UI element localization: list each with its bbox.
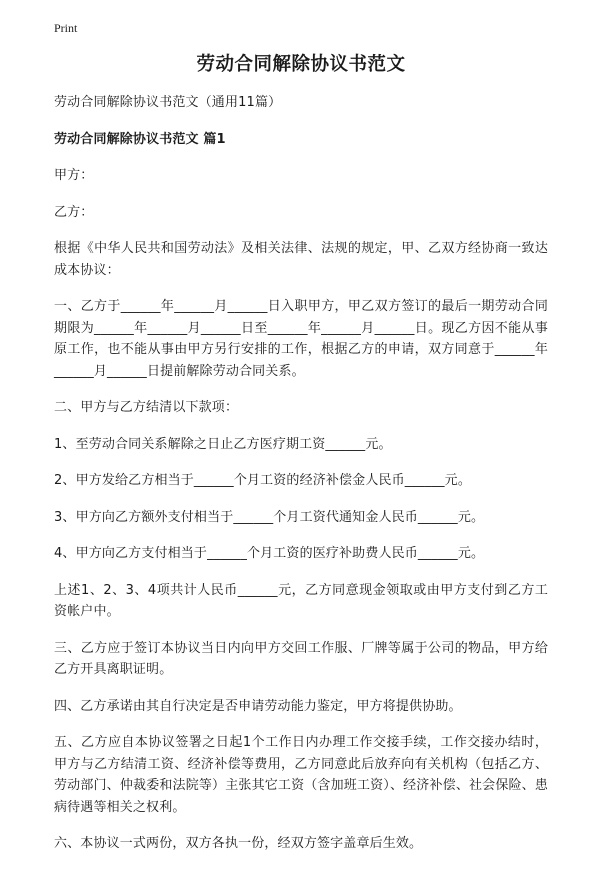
section-title: 劳动合同解除协议书范文 篇1 [54,131,226,147]
document-body [54,52,548,870]
document-subtitle: 劳动合同解除协议书范文（通用11篇） [54,95,282,110]
clause-2-paragraph: 二、甲方与乙方结清以下款项： [54,400,239,415]
party-b-line: 乙方： [54,204,94,220]
preamble-paragraph: 根据《中华人民共和国劳动法》及相关法律、法规的规定，甲、乙双方经协商一致达成本协议： [54,241,548,278]
party-a-line: 甲方： [54,168,94,183]
clause-6-paragraph: 六、本协议一式两份，双方各执一份，经双方签字盖章后生效。 [54,836,423,851]
payment-item-2: 2、甲方发给乙方相当于______个月工资的经济补偿金人民币______元。 [54,473,471,488]
payment-item-1: 1、至劳动合同关系解除之日止乙方医疗期工资______元。 [54,436,392,452]
document-title: 劳动合同解除协议书范文 [196,54,406,75]
clause-3-paragraph: 三、乙方应于签订本协议当日内向甲方交回工作服、厂牌等属于公司的物品，甲方给乙方开具离职证明。 [54,640,548,677]
payment-item-3: 3、甲方向乙方额外支付相当于______个月工资代通知金人民币______元。 [54,509,485,525]
clause-1-paragraph: 一、乙方于______年______月______日入职甲方，甲乙双方签订的最后一期劳动合同期限为______年______月______日至______年______月______日。现乙方因不能从事原工作，也不能从事由甲方另行安排的工作，根据乙方的申请，双方同意于______年______月______日提前解除劳动合同关系。 [54,299,548,379]
clause-4-paragraph: 四、乙方承诺由其自行决定是否申请劳动能力鉴定，甲方将提供协助。 [54,698,462,714]
clause-5-paragraph: 五、乙方应自本协议签署之日起1个工作日内办理工作交接手续，工作交接办结时，甲方与乙方结清工资、经济补偿等费用，乙方同意此后放弃向有关机构（包括乙方、劳动部门、仲裁委和法院等）主张其它工资（含加班工资）、经济补偿、社会保险、患病待遇等相关之权利。 [54,735,548,815]
payment-item-4: 4、甲方向乙方支付相当于______个月工资的医疗补助费人民币______元。 [54,546,485,561]
payment-total-paragraph: 上述1、2、3、4项共计人民币______元，乙方同意现金领取或由甲方支付到乙方工资帐户中。 [54,582,548,619]
print-link[interactable]: Print [54,21,78,35]
